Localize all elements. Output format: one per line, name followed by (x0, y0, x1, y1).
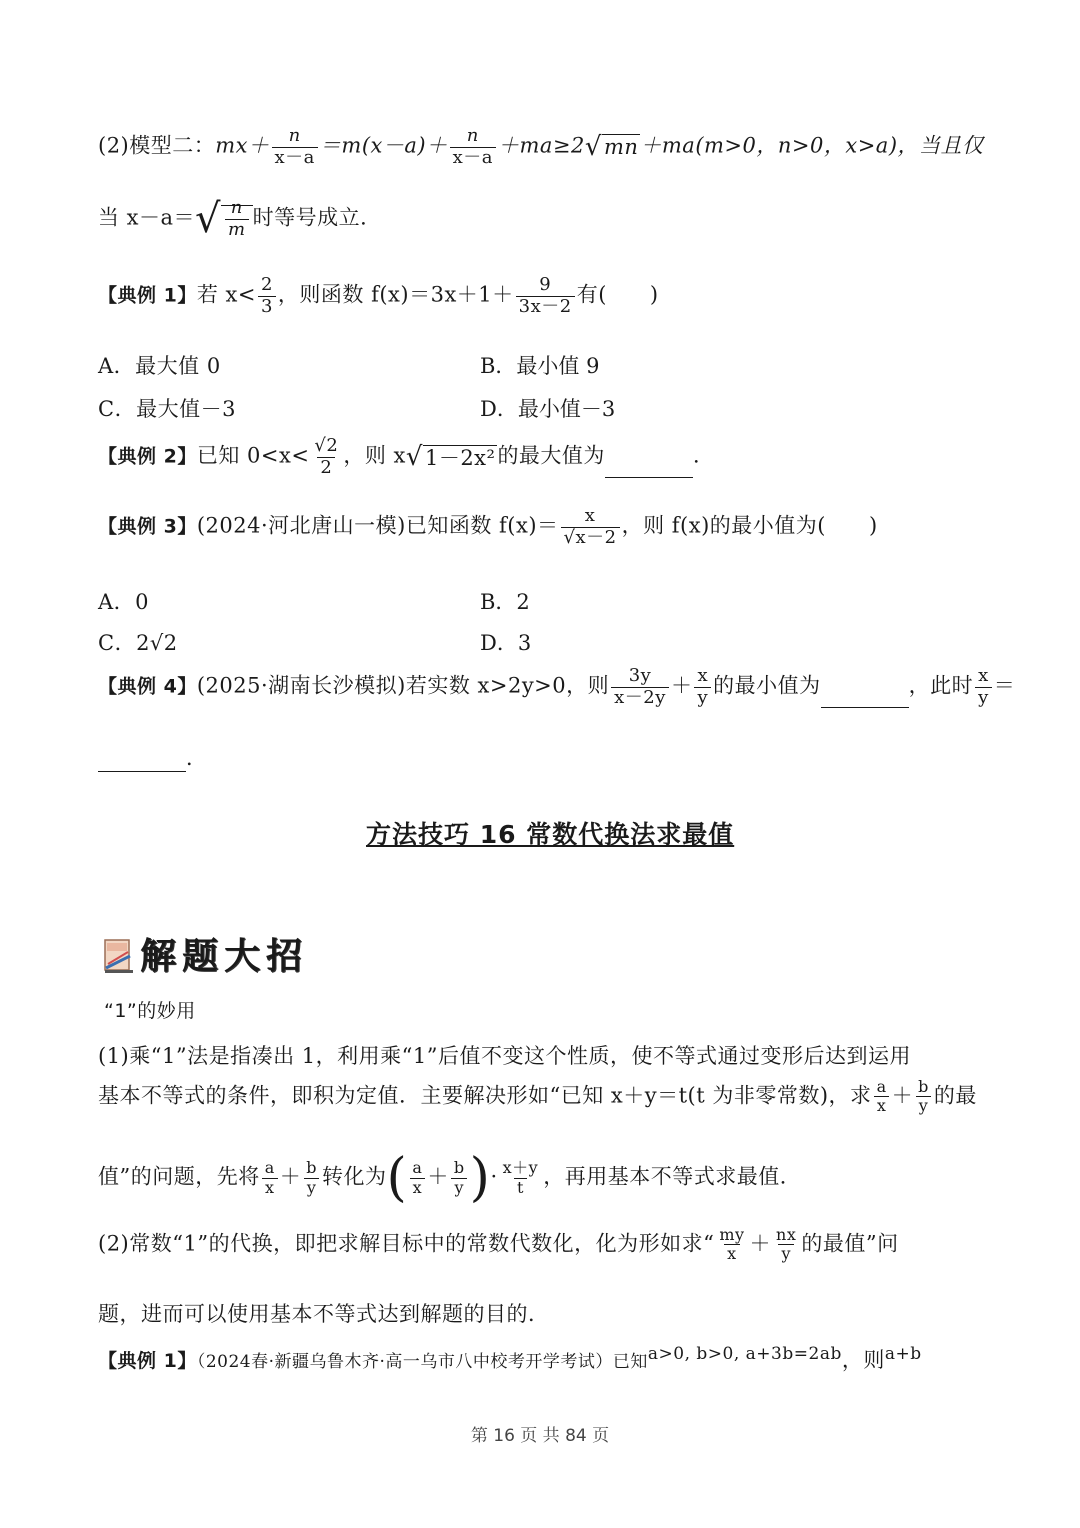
fraction-denominator: x－a (272, 147, 318, 169)
sub-heading: “1”的妙用 (104, 1000, 196, 1022)
fraction-numerator: x＋y (502, 1158, 539, 1178)
fraction-numerator: 3y (628, 665, 652, 686)
expr-text: mx＋ (215, 133, 270, 158)
example-text: ，则 (841, 1348, 885, 1372)
fraction-denominator: t (514, 1178, 527, 1197)
condition-suffix: 时等号成立． (252, 205, 382, 230)
example-label: 【典例 1】 (98, 1350, 197, 1372)
fraction-denominator: x－a (450, 147, 496, 169)
example-3 (98, 506, 878, 548)
fraction (716, 1226, 747, 1264)
example-label: 【典例 3】 (98, 515, 197, 538)
fraction (262, 1159, 278, 1197)
fraction-denominator: x (262, 1178, 278, 1197)
sqrt (423, 442, 497, 472)
fraction-denominator: m (225, 219, 249, 241)
fraction (874, 1078, 890, 1116)
paragraph-1-line-3 (98, 1148, 801, 1208)
example-text: 有( ) (576, 282, 659, 307)
fraction (303, 1159, 320, 1197)
fraction (409, 1159, 425, 1197)
fraction-denominator: x (410, 1178, 426, 1197)
fraction (561, 506, 620, 548)
paren-left: ( (386, 1148, 408, 1208)
fraction (611, 666, 669, 708)
fraction-denominator: x－2y (611, 687, 669, 709)
example-text: 已知 0<x< (196, 443, 310, 468)
model2-prefix: (2)模型二： (98, 133, 216, 158)
fraction (975, 666, 992, 708)
fraction-numerator: nx (776, 1225, 797, 1244)
expr-text: ＝m(x－a)＋ (319, 133, 448, 158)
banner (102, 928, 308, 979)
paragraph-2-line-1 (98, 1226, 899, 1264)
fraction (915, 1078, 932, 1116)
fraction (311, 436, 341, 478)
answer-blank[interactable] (605, 457, 693, 478)
example-label: 【典例 4】 (98, 675, 197, 698)
fraction-denominator: 3 (258, 296, 276, 318)
example-text: ，则 f(x)的最小值为( ) (621, 513, 878, 538)
fraction-numerator: a (412, 1158, 423, 1178)
fraction (516, 275, 575, 317)
paragraph-text: 值”的问题，先将 (98, 1164, 260, 1189)
model2-line (98, 126, 984, 168)
fraction-numerator: b (306, 1158, 318, 1178)
page-footer: 第 16 页 共 84 页 (470, 1426, 610, 1446)
fraction-denominator: 2 (317, 457, 335, 479)
fraction (451, 1159, 468, 1197)
fraction (500, 1159, 542, 1197)
fraction-numerator: √2 (314, 435, 339, 456)
book-icon (102, 934, 136, 974)
paragraph-text: 基本不等式的条件，即积为定值．主要解决形如“已知 x＋y＝t(t 为非零常数)，求 (98, 1083, 872, 1108)
plus-sign: ＋ (279, 1164, 302, 1189)
fraction-numerator: 2 (260, 274, 273, 295)
example-text: 若 x< (196, 282, 256, 307)
fraction-numerator: my (719, 1225, 745, 1244)
fraction (225, 198, 249, 240)
fraction-denominator: x (874, 1096, 890, 1115)
plus-sign: ＋ (749, 1231, 772, 1256)
option-d: D．3 (480, 631, 532, 655)
option-c: C．最大值－3 (98, 397, 236, 421)
option-a: A．最大值 0 (98, 354, 221, 378)
option-b: B．最小值 9 (480, 354, 600, 378)
paragraph-text: 的最 (933, 1083, 977, 1108)
paragraph-text: 的最值”问 (801, 1231, 899, 1256)
fraction (694, 666, 711, 708)
option-a: A．0 (98, 590, 150, 614)
example-label: 【典例 2】 (98, 445, 197, 468)
example-text: （2024春·新疆乌鲁木齐·高一乌市八中校考开学考试）已知 (196, 1352, 648, 1372)
example-text: ，则 x (343, 443, 406, 468)
option-c: C．2√2 (98, 631, 178, 655)
fraction-numerator: n (288, 125, 301, 146)
banner-title: 解题大招 (140, 935, 309, 977)
dot: · (490, 1164, 498, 1189)
fraction-denominator: y (694, 687, 711, 709)
fraction-denominator: y (304, 1178, 320, 1197)
fraction-numerator: b (918, 1077, 929, 1096)
fraction-numerator: x (584, 505, 596, 526)
example-label: 【典例 1】 (98, 284, 197, 307)
paragraph-1-line-2 (98, 1078, 977, 1116)
paren-right: ) (469, 1148, 491, 1208)
sqrt-icon: √ (584, 132, 602, 163)
example-section2-1 (98, 1344, 922, 1374)
example-condition: a>0, b>0, a+3b=2ab (647, 1344, 842, 1364)
fraction-denominator: 3x－2 (516, 296, 575, 318)
plus-sign: ＋ (427, 1164, 449, 1189)
paragraph-text: 转化为 (322, 1164, 387, 1189)
fraction-denominator: y (916, 1096, 932, 1115)
fraction-numerator: b (453, 1158, 465, 1178)
fraction-denominator: x (724, 1244, 740, 1263)
option-b: B．2 (480, 590, 530, 614)
fraction-numerator: x (978, 665, 989, 686)
example-2 (98, 436, 714, 478)
example-text: ，此时 (908, 673, 974, 698)
example-end: ． (186, 746, 208, 770)
sqrt-radicand: mn (603, 135, 639, 160)
fraction (258, 275, 276, 317)
example-text: (2025·湖南长沙模拟)若实数 x>2y>0，则 (196, 673, 610, 698)
paragraph-text: ，再用基本不等式求最值． (543, 1164, 802, 1189)
paragraph-2-line-2: 题，进而可以使用基本不等式达到解题的目的． (98, 1302, 550, 1326)
paragraph-1-line-1: (1)乘“1”法是指凑出 1，利用乘“1”后值不变这个性质，使不等式通过变形后达到运用 (98, 1044, 911, 1068)
example-text: ＝ (993, 673, 1016, 698)
fraction-denominator: y (975, 687, 992, 709)
example-text: (2024·河北唐山一模)已知函数 f(x)＝ (196, 513, 559, 538)
fraction (272, 126, 318, 168)
expr-text: ＋ma(m>0，n>0，x>a)，当且仅 (640, 133, 984, 158)
condition-text: 当 x－a＝ (98, 205, 196, 230)
paragraph-text: (2)常数“1”的代换，即把求解目标中的常数代数化，化为形如求“ (98, 1231, 715, 1256)
sqrt-icon: √ (405, 442, 423, 473)
fraction (450, 126, 496, 168)
example-text: 的最小值为 (713, 673, 821, 698)
sqrt-radicand: 1－2x² (424, 446, 496, 471)
option-d: D．最小值－3 (480, 397, 616, 421)
example-text: ，则函数 f(x)＝3x＋1＋ (277, 282, 514, 307)
section-title: 方法技巧 16 常数代换法求最值 (366, 820, 735, 849)
example-end: ． (692, 443, 715, 468)
fraction-numerator: a (876, 1077, 887, 1096)
sqrt (221, 198, 253, 240)
expr-text: ＋ma≥2 (497, 133, 585, 158)
example-text: 的最大值为 (497, 443, 605, 468)
example-4 (98, 666, 1015, 708)
example-text: a+b (884, 1344, 922, 1364)
sqrt (602, 135, 640, 159)
model2-condition-line (98, 196, 382, 242)
fraction-denominator: y (778, 1244, 794, 1263)
fraction-denominator: √x－2 (561, 527, 620, 549)
fraction-numerator: x (697, 665, 709, 686)
answer-blank[interactable] (98, 751, 186, 772)
fraction-denominator: y (451, 1178, 467, 1197)
example-4-answer-line (98, 742, 208, 772)
fraction-numerator: n (466, 125, 479, 146)
example-1 (98, 275, 659, 317)
plus-sign: ＋ (670, 673, 693, 698)
answer-blank[interactable] (821, 687, 909, 708)
fraction-numerator: 9 (539, 274, 552, 295)
fraction-numerator: n (230, 196, 243, 218)
plus-sign: ＋ (891, 1083, 914, 1108)
fraction-numerator: a (264, 1158, 275, 1178)
sqrt-icon: √ (195, 196, 222, 242)
fraction (773, 1226, 799, 1264)
